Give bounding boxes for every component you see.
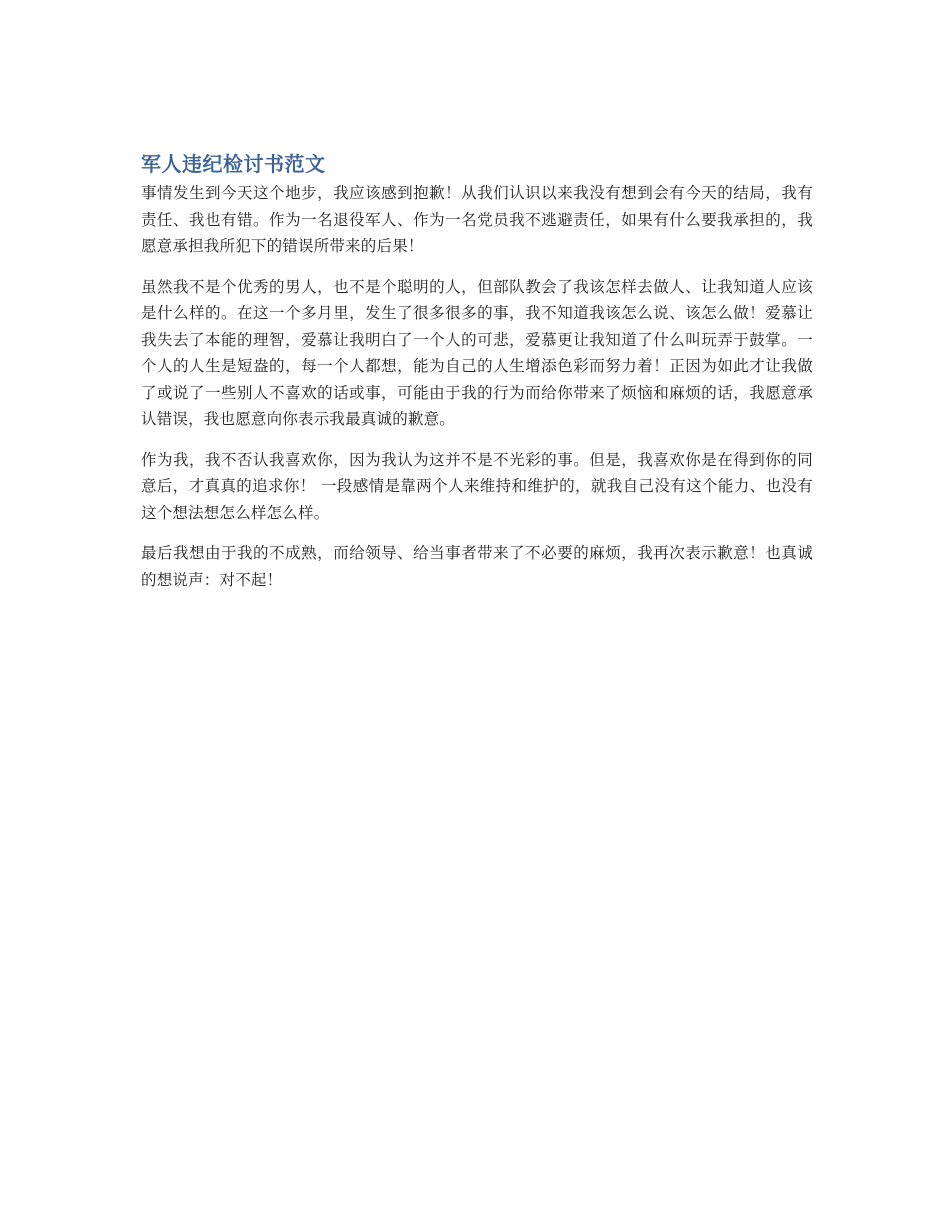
document-title: 军人违纪检讨书范文 bbox=[141, 152, 326, 176]
paragraph-3: 作为我，我不否认我喜欢你，因为我认为这并不是不光彩的事。但是，我喜欢你是在得到你的同意后，才真真的追求你！ 一段感情是靠两个人来维持和维护的，就我自己没有这个能力、也没有这个想法想怎么样怎么样。 bbox=[141, 450, 813, 522]
document-body bbox=[141, 150, 813, 607]
paragraph-1: 事情发生到今天这个地步，我应该感到抱歉！从我们认识以来我没有想到会有今天的结局，我有责任、我也有错。作为一名退役军人、作为一名党员我不逃避责任，如果有什么要我承担的，我愿意承担我所犯下的错误所带来的后果！ bbox=[141, 184, 813, 255]
paragraph-4: 最后我想由于我的不成熟，而给领导、给当事者带来了不必要的麻烦，我再次表示歉意！也真诚的想说声：对不起！ bbox=[141, 544, 813, 589]
paragraph-2: 虽然我不是个优秀的男人，也不是个聪明的人，但部队教会了我该怎样去做人、让我知道人应该是什么样的。在这一个多月里，发生了很多很多的事，我不知道我该怎么说、该怎么做！爱慕让我失去了本能的理智，爱慕让我明白了一个人的可悲，爱慕更让我知道了什么叫玩弄于鼓掌。一个人的人生是短盎的，每一个人都想，能为自己的人生增添色彩而努力着！正因为如此才让我做了或说了一些别人不喜欢的话或事，可能由于我的行为而给你带来了烦恼和麻烦的话，我愿意承认错误，我也愿意向你表示我最真诚的歉意。 bbox=[141, 277, 813, 428]
